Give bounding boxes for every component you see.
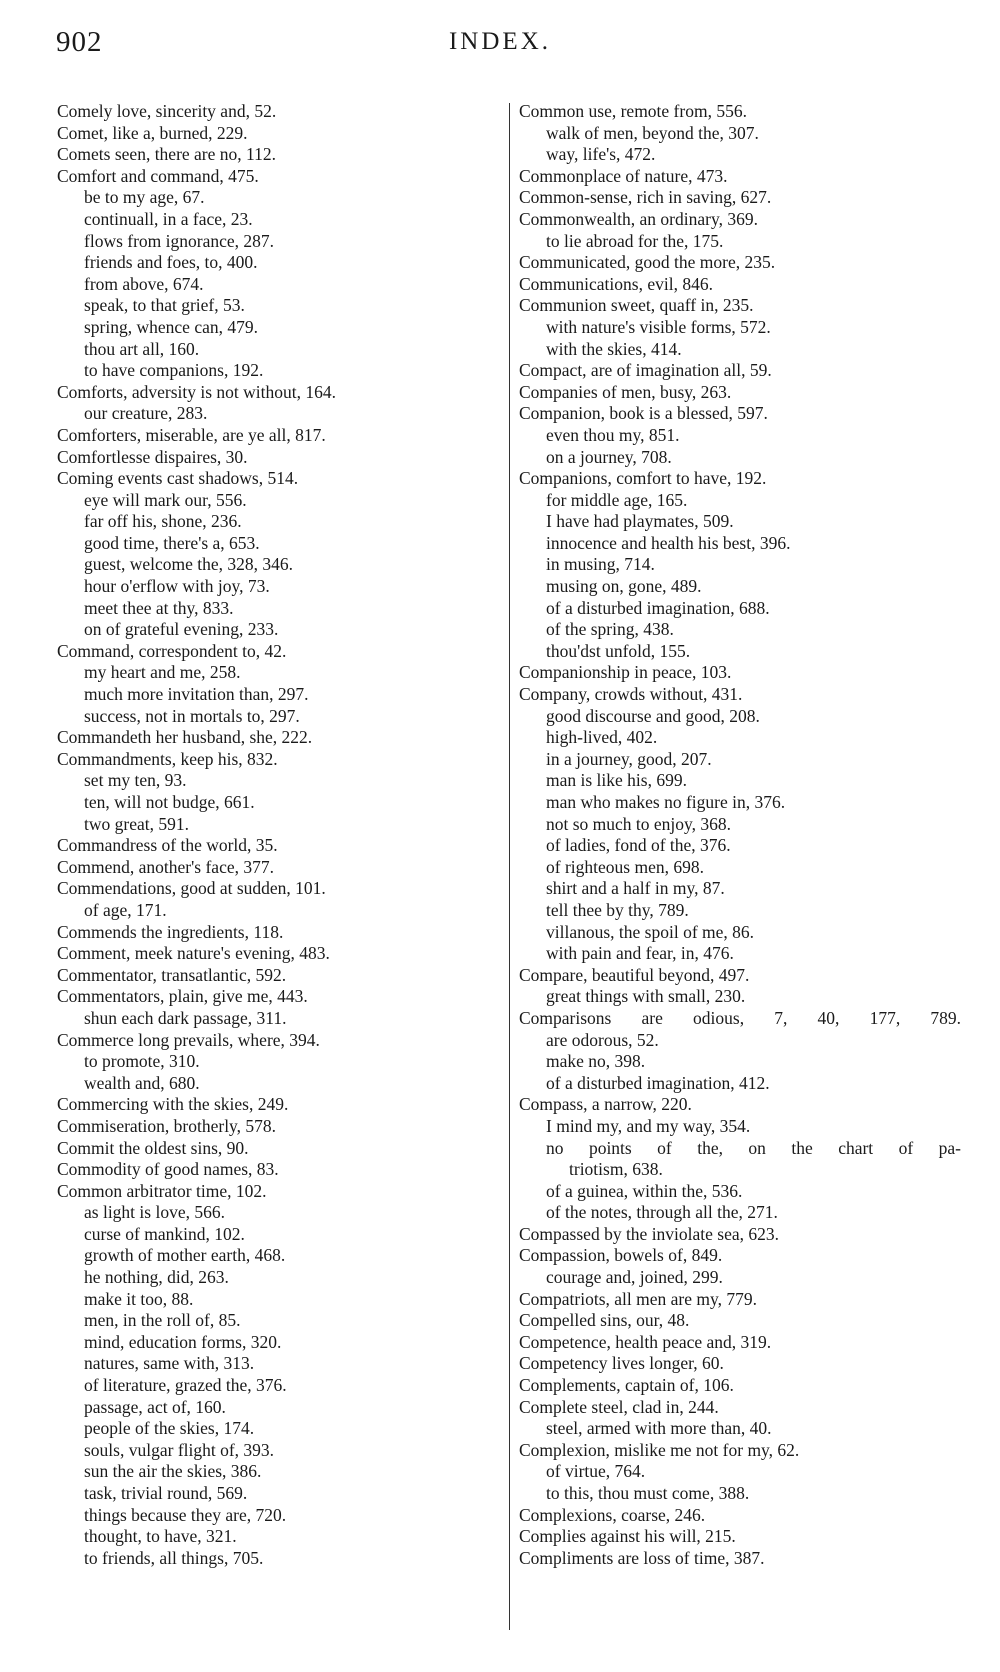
page-number: 902 [56, 26, 103, 58]
index-subentry: of ladies, fond of the, 376. [546, 835, 731, 856]
index-subentry: with the skies, 414. [546, 338, 682, 359]
index-entry: Compatriots, all men are my, 779. [519, 1288, 757, 1309]
index-subentry: hour o'erflow with joy, 73. [84, 576, 270, 597]
index-subentry: of a disturbed imagination, 412. [546, 1072, 770, 1093]
index-subentry: tell thee by thy, 789. [546, 899, 689, 920]
index-subentry: far off his, shone, 236. [84, 511, 242, 532]
index-subentry: much more invitation than, 297. [84, 684, 309, 705]
index-subentry: flows from ignorance, 287. [84, 230, 275, 251]
index-subentry: to promote, 310. [84, 1051, 200, 1072]
index-entry: Comparisons are odious, 7, 40, 177, 789. [519, 1007, 961, 1028]
index-subentry: high-lived, 402. [546, 727, 658, 748]
index-subentry: meet thee at thy, 833. [84, 597, 234, 618]
index-subentry: speak, to that grief, 53. [84, 295, 245, 316]
index-subentry: continuall, in a face, 23. [84, 208, 253, 229]
index-subentry: walk of men, beyond the, 307. [546, 122, 759, 143]
index-entry: Comforters, miserable, are ye all, 817. [57, 424, 326, 445]
index-subentry: even thou my, 851. [546, 424, 680, 445]
index-entry: Companies of men, busy, 263. [519, 381, 732, 402]
index-entry: Commandress of the world, 35. [57, 835, 278, 856]
index-subentry: as light is love, 566. [84, 1202, 225, 1223]
index-subentry: our creature, 283. [84, 403, 208, 424]
index-entry: Comets seen, there are no, 112. [57, 144, 277, 165]
page-title: INDEX. [448, 28, 551, 55]
index-subentry: shirt and a half in my, 87. [546, 878, 725, 899]
index-entry: Competency lives longer, 60. [519, 1353, 724, 1374]
index-entry: Commonplace of nature, 473. [519, 165, 728, 186]
index-subentry: guest, welcome the, 328, 346. [84, 554, 293, 575]
index-entry: Comely love, sincerity and, 52. [57, 101, 277, 121]
index-subentry: of the spring, 438. [546, 619, 674, 640]
index-entry: Complete steel, clad in, 244. [519, 1396, 719, 1417]
index-entry: Commiseration, brotherly, 578. [57, 1115, 277, 1136]
index-subentry: success, not in mortals to, 297. [84, 705, 300, 726]
index-subentry: task, trivial round, 569. [84, 1483, 248, 1503]
index-subentry: souls, vulgar flight of, 393. [84, 1439, 275, 1460]
index-subentry: wealth and, 680. [84, 1072, 200, 1093]
index-subentry: of age, 171. [84, 899, 167, 920]
index-entry: Complexion, mislike me not for my, 62. [519, 1439, 800, 1460]
index-entry: Commandments, keep his, 832. [57, 748, 278, 769]
index-entry: Complements, captain of, 106. [519, 1375, 734, 1396]
index-entry: Compassed by the inviolate sea, 623. [519, 1223, 780, 1244]
index-subentry: I mind my, and my way, 354. [546, 1115, 751, 1136]
index-subentry: I have had playmates, 509. [546, 511, 734, 532]
index-entry: Commonwealth, an ordinary, 369. [519, 208, 758, 229]
index-entry: Companionship in peace, 103. [519, 662, 732, 683]
index-entry: Comfortlesse dispaires, 30. [57, 446, 248, 467]
index-entry: Compliments are loss of time, 387. [519, 1547, 765, 1568]
index-subentry: two great, 591. [84, 813, 189, 834]
index-subentry: of the notes, through all the, 271. [546, 1202, 778, 1223]
index-entry: Common arbitrator time, 102. [57, 1180, 267, 1201]
index-subentry: to friends, all things, 705. [84, 1547, 264, 1568]
index-subentry: shun each dark passage, 311. [84, 1007, 287, 1028]
index-entry: Commerce long prevails, where, 394. [57, 1029, 320, 1050]
index-subentry: thought, to have, 321. [84, 1526, 237, 1547]
index-entry: Commodity of good names, 83. [57, 1159, 279, 1180]
index-entry: Command, correspondent to, 42. [57, 640, 287, 661]
index-column-right [519, 101, 961, 1569]
index-subentry: with nature's visible forms, 572. [546, 316, 771, 337]
index-subentry: to have companions, 192. [84, 360, 264, 381]
index-column-left [57, 101, 497, 1569]
index-subentry: good time, there's a, 653. [84, 532, 260, 553]
index-subentry: are odorous, 52. [546, 1029, 659, 1050]
index-subentry: sun the air the skies, 386. [84, 1461, 262, 1482]
index-entry: Commendations, good at sudden, 101. [57, 878, 326, 899]
index-entry: Commend, another's face, 377. [57, 856, 274, 877]
index-subentry: with pain and fear, in, 476. [546, 943, 734, 964]
index-entry: Compassion, bowels of, 849. [519, 1245, 723, 1266]
index-entry: Comet, like a, burned, 229. [57, 122, 248, 143]
index-subentry: be to my age, 67. [84, 187, 205, 208]
index-subentry: of virtue, 764. [546, 1461, 646, 1482]
index-entry: Compass, a narrow, 220. [519, 1094, 692, 1115]
index-subentry: to this, thou must come, 388. [546, 1483, 750, 1503]
index-entry: Common use, remote from, 556. [519, 101, 747, 121]
index-subentry: people of the skies, 174. [84, 1418, 255, 1439]
index-subentry: make no, 398. [546, 1051, 646, 1072]
index-entry: Compact, are of imagination all, 59. [519, 360, 772, 381]
index-subentry: men, in the roll of, 85. [84, 1310, 241, 1331]
index-subentry: steel, armed with more than, 40. [546, 1418, 772, 1439]
index-entry: Complies against his will, 215. [519, 1526, 736, 1547]
index-subentry: things because they are, 720. [84, 1504, 287, 1525]
index-entry: Company, crowds without, 431. [519, 684, 743, 705]
index-subentry: passage, act of, 160. [84, 1396, 226, 1417]
index-subentry: of a disturbed imagination, 688. [546, 597, 770, 618]
index-subentry: in a journey, good, 207. [546, 748, 712, 769]
index-entry: Coming events cast shadows, 514. [57, 468, 299, 489]
index-subentry: good discourse and good, 208. [546, 705, 760, 726]
index-entry: Comforts, adversity is not without, 164. [57, 381, 337, 402]
page-header [0, 22, 1000, 62]
index-entry: Comfort and command, 475. [57, 165, 259, 186]
index-entry: Communications, evil, 846. [519, 273, 713, 294]
index-entry: Compelled sins, our, 48. [519, 1310, 690, 1331]
index-subentry: villanous, the spoil of me, 86. [546, 921, 755, 942]
index-subentry: man who makes no figure in, 376. [546, 792, 786, 812]
index-subentry: on a journey, 708. [546, 446, 672, 467]
index-subentry: way, life's, 472. [546, 144, 656, 165]
index-subentry: he nothing, did, 263. [84, 1267, 229, 1288]
index-entry: Commentators, plain, give me, 443. [57, 986, 308, 1007]
index-entry: Competence, health peace and, 319. [519, 1331, 772, 1352]
index-entry: Commentator, transatlantic, 592. [57, 964, 287, 985]
index-subentry: in musing, 714. [546, 554, 655, 575]
index-entry: Commit the oldest sins, 90. [57, 1137, 249, 1158]
index-subentry: eye will mark our, 556. [84, 489, 247, 510]
column-divider [509, 103, 510, 1630]
index-subentry: courage and, joined, 299. [546, 1267, 723, 1288]
index-subentry: not so much to enjoy, 368. [546, 813, 732, 834]
index-entry: Companions, comfort to have, 192. [519, 468, 767, 489]
index-subentry: of literature, grazed the, 376. [84, 1375, 287, 1396]
index-subentry: from above, 674. [84, 273, 204, 294]
index-subentry: curse of mankind, 102. [84, 1223, 245, 1244]
index-subentry: natures, same with, 313. [84, 1353, 255, 1374]
index-entry: Commandeth her husband, she, 222. [57, 727, 313, 748]
index-entry: Companion, book is a blessed, 597. [519, 403, 768, 424]
index-subentry: mind, education forms, 320. [84, 1331, 282, 1352]
index-entry: Common-sense, rich in saving, 627. [519, 187, 772, 208]
index-subentry: musing on, gone, 489. [546, 576, 702, 597]
index-entry: Complexions, coarse, 246. [519, 1504, 706, 1525]
index-subentry: for middle age, 165. [546, 489, 688, 510]
index-subentry: thou art all, 160. [84, 338, 200, 359]
index-subentry: great things with small, 230. [546, 986, 746, 1007]
index-entry: Communicated, good the more, 235. [519, 252, 776, 273]
index-subentry: set my ten, 93. [84, 770, 187, 791]
index-subentry: of righteous men, 698. [546, 856, 704, 877]
index-entry: Compare, beautiful beyond, 497. [519, 964, 750, 985]
index-subentry: man is like his, 699. [546, 770, 687, 791]
index-entry: Commercing with the skies, 249. [57, 1094, 289, 1115]
index-subentry: make it too, 88. [84, 1288, 194, 1309]
index-subentry: of a guinea, within the, 536. [546, 1180, 743, 1201]
index-entry: Commends the ingredients, 118. [57, 921, 284, 942]
index-subentry: friends and foes, to, 400. [84, 252, 258, 273]
index-subentry: spring, whence can, 479. [84, 316, 258, 337]
index-entry: Comment, meek nature's evening, 483. [57, 943, 330, 964]
index-subentry: no points of the, on the chart of pa- [546, 1137, 961, 1158]
index-subentry: innocence and health his best, 396. [546, 532, 791, 553]
index-continuation: triotism, 638. [569, 1159, 663, 1180]
index-entry: Communion sweet, quaff in, 235. [519, 295, 754, 316]
index-subentry: to lie abroad for the, 175. [546, 230, 724, 251]
index-subentry: ten, will not budge, 661. [84, 792, 255, 812]
index-subentry: on of grateful evening, 233. [84, 619, 279, 640]
index-subentry: growth of mother earth, 468. [84, 1245, 286, 1266]
index-subentry: my heart and me, 258. [84, 662, 241, 683]
index-subentry: thou'dst unfold, 155. [546, 640, 691, 661]
